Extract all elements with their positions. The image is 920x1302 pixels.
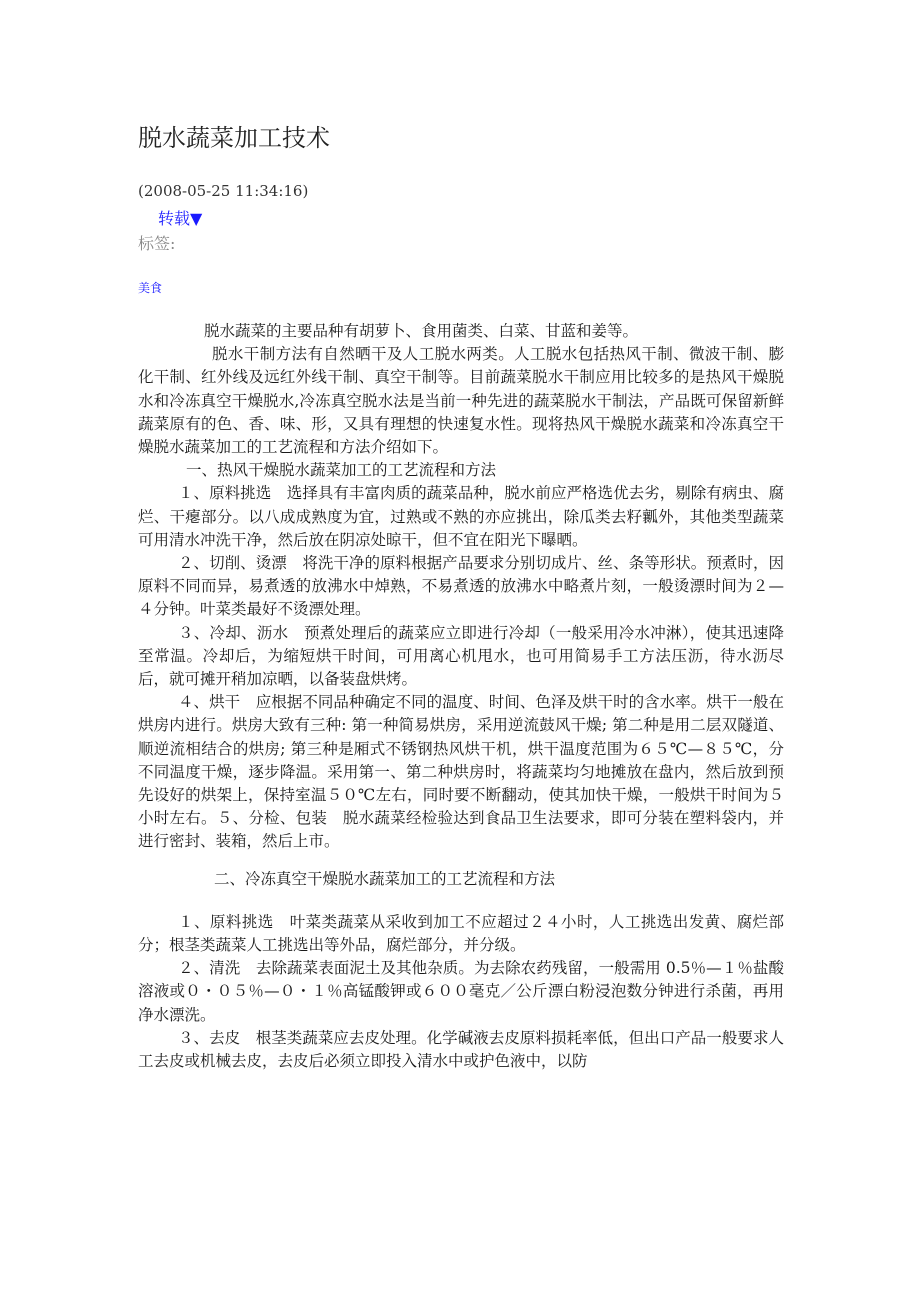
repost-link[interactable]: 转载▼ bbox=[158, 209, 203, 228]
step-raw-material-2: １、原料挑选 叶菜类蔬菜从采收到加工不应超过２４小时，人工挑选出发黄、腐烂部分；根茎类蔬菜人工挑选出等外品，腐烂部分，并分级。 bbox=[138, 912, 784, 955]
tags-label: 标签: bbox=[138, 234, 176, 253]
intro-paragraph: 脱水蔬菜的主要品种有胡萝卜、食用菌类、白菜、甘蓝和姜等。 bbox=[204, 322, 639, 340]
step-peel: ３、去皮 根茎类蔬菜应去皮处理。化学碱液去皮原料损耗率低，但出口产品一般要求人工去皮或机械去皮，去皮后必须立即投入清水中或护色液中，以防 bbox=[138, 1028, 784, 1071]
step-cool-drain: ３、冷却、沥水 预煮处理后的蔬菜应立即进行冷却（一般采用冷水冲淋），使其迅速降至常温。冷却后，为缩短烘干时间，可用离心机甩水，也可用简易手工方法压沥，待水沥尽后，就可摊开稍加凉晒，以备装盘烘烤。 bbox=[138, 623, 784, 689]
step-wash: ２、清洗 去除蔬菜表面泥土及其他杂质。为去除农药残留，一般需用 0.5％—１％盐酸溶液或０・０５％—０・１％高锰酸钾或６００毫克／公斤漂白粉浸泡数分钟进行杀菌，再用净水漂洗。 bbox=[138, 959, 784, 1024]
tag-link-food[interactable]: 美食 bbox=[138, 281, 163, 295]
step-cut-blanch: ２、切削、烫漂 将洗干净的原料根据产品要求分别切成片、丝、条等形状。预煮时，因原料不同而异，易煮透的放沸水中焯熟，不易煮透的放沸水中略煮片刻，一般烫漂时间为２—４分钟。叶菜类最好不烫漂处理。 bbox=[138, 554, 784, 619]
article-body bbox=[138, 320, 784, 1073]
section-heading-freeze-vacuum: 二、冷冻真空干燥脱水蔬菜加工的工艺流程和方法 bbox=[214, 869, 556, 888]
step-raw-material: １、原料挑选 选择具有丰富肉质的蔬菜品种，脱水前应严格选优去劣，剔除有病虫、腐烂、干瘪部分。以八成成熟度为宜，过熟或不熟的亦应挑出，除瓜类去籽瓤外，其他类型蔬菜可用清水冲洗干净，然后放在阴凉处晾干，但不宜在阳光下曝晒。 bbox=[138, 484, 784, 549]
methods-paragraph: 脱水干制方法有自然晒干及人工脱水两类。人工脱水包括热风干制、微波干制、膨化干制、红外线及远红外线干制、真空干制等。目前蔬菜脱水干制应用比较多的是热风干燥脱水和冷冻真空干燥脱水,冷冻真空脱水法是当前一种先进的蔬菜脱水干制法，产品既可保留新鲜蔬菜原有的色、香、味、形，又具有理想的快速复水性。现将热风干燥脱水蔬菜和冷冻真空干燥脱水蔬菜加工的工艺流程和方法介绍如下。 bbox=[138, 345, 784, 457]
step-drying: ４、烘干 应根据不同品种确定不同的温度、时间、色泽及烘干时的含水率。烘干一般在烘房内进行。烘房大致有三种: 第一种简易烘房，采用逆流鼓风干燥; 第二种是用二层双隧道、顺逆流相结合的烘房; 第三种是厢式不锈钢热风烘干机，烘干温度范围为６５℃—８５℃，分不同温度干燥，逐步降温。采用第一、第二种烘房时，将蔬菜均匀地摊放在盘内，然后放到预先设好的烘架上，保持室温５０℃左右，同时要不断翻动，使其加快干燥，一般烘干时间为５小时左右。５、分检、包装 脱水蔬菜经检验达到食品卫生法要求，即可分装在塑料袋内，并进行密封、装箱，然后上市。 bbox=[138, 693, 784, 851]
post-date: (2008-05-25 11:34:16) bbox=[138, 182, 309, 200]
article-title: 脱水蔬菜加工技术 bbox=[138, 124, 330, 152]
section-heading-hot-air: 一、热风干燥脱水蔬菜加工的工艺流程和方法 bbox=[186, 461, 497, 480]
